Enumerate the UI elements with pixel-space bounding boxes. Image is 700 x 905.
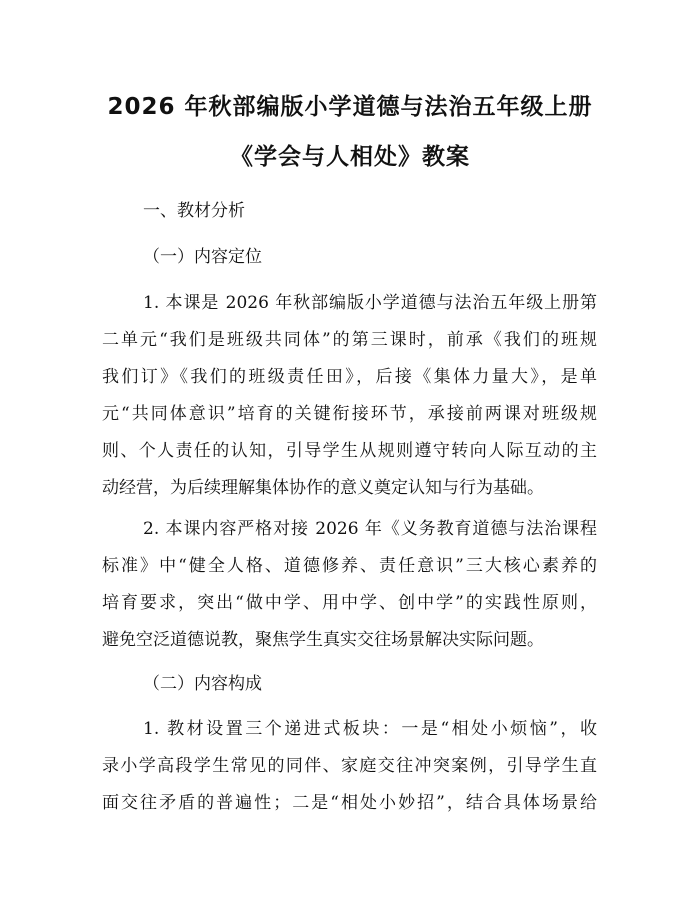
paragraph-2-line: 标准》中“健全人格、道德修养、责任意识”三大核心素养的 [102, 556, 597, 576]
section-heading-teaching-material-analysis: 一、教材分析 [143, 201, 245, 221]
paragraph-1-line: 动经营，为后续理解集体协作的意义奠定认知与行为基础。 [102, 478, 544, 498]
paragraph-1-line: 二单元“我们是班级共同体”的第三课时，前承《我们的班规 [102, 330, 597, 350]
subsection-heading-content-positioning: （一）内容定位 [143, 247, 262, 267]
document-title-line-1: 2026 年秋部编版小学道德与法治五年级上册 [107, 94, 593, 120]
paragraph-1-line: 元“共同体意识”培育的关键衔接环节，承接前两课对班级规 [102, 404, 597, 424]
paragraph-2-line: 2. 本课内容严格对接 2026 年《义务教育道德与法治课程 [143, 519, 597, 539]
paragraph-1-line: 则、个人责任的认知，引导学生从规则遵守转向人际互动的主 [102, 441, 597, 461]
paragraph-1-line: 1. 本课是 2026 年秋部编版小学道德与法治五年级上册第 [143, 293, 597, 313]
paragraph-3-line: 面交往矛盾的普遍性；二是“相处小妙招”，结合具体场景给 [102, 793, 597, 813]
paragraph-3-line: 1. 教材设置三个递进式板块：一是“相处小烦恼”，收 [143, 719, 597, 739]
paragraph-2-line: 避免空泛道德说教，聚焦学生真实交往场景解决实际问题。 [102, 630, 544, 650]
subsection-heading-content-composition: （二）内容构成 [143, 674, 262, 694]
paragraph-3-line: 录小学高段学生常见的同伴、家庭交往冲突案例，引导学生直 [102, 756, 597, 776]
paragraph-2-line: 培育要求，突出“做中学、用中学、创中学”的实践性原则， [102, 593, 597, 613]
paragraph-1-line: 我们订》《我们的班级责任田》，后接《集体力量大》，是单 [102, 367, 597, 387]
document-title-line-2: 《学会与人相处》教案 [230, 144, 470, 170]
